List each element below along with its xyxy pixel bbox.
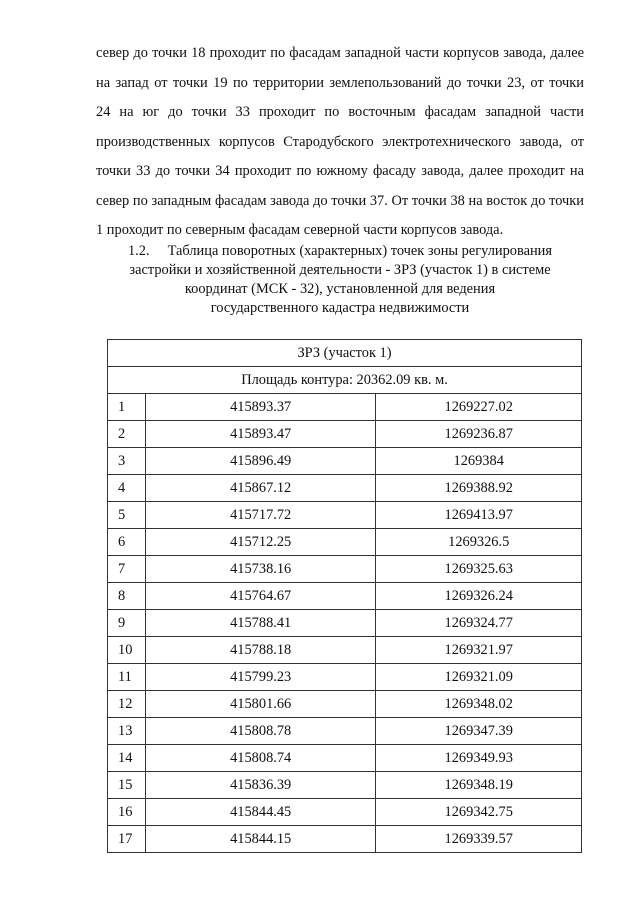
table-row [108, 502, 582, 529]
point-number-cell: 9 [108, 610, 146, 637]
x-coordinate-cell: 415788.18 [145, 637, 375, 664]
x-coordinate-cell: 415836.39 [145, 772, 375, 799]
table-row [108, 421, 582, 448]
coordinates-table [107, 339, 582, 853]
table-row [108, 610, 582, 637]
paragraph-line: север до точки 18 проходит по фасадам западной части корпусов завода, далее [96, 45, 584, 61]
x-coordinate-cell: 415893.47 [145, 421, 375, 448]
x-coordinate-cell: 415893.37 [145, 394, 375, 421]
y-coordinate-cell: 1269347.39 [376, 718, 582, 745]
point-number-cell: 1 [108, 394, 146, 421]
table-row [108, 799, 582, 826]
table-row [108, 583, 582, 610]
x-coordinate-cell: 415764.67 [145, 583, 375, 610]
x-coordinate-cell: 415867.12 [145, 475, 375, 502]
table-row [108, 529, 582, 556]
section-title-line: координат (МСК - 32), установленной для ведения [184, 281, 496, 297]
paragraph-line: производственных корпусов Стародубского электротехнического завода, от [96, 133, 584, 150]
point-number-cell: 3 [108, 448, 146, 475]
x-coordinate-cell: 415712.25 [145, 529, 375, 556]
point-number-cell: 4 [108, 475, 146, 502]
point-number-cell: 7 [108, 556, 146, 583]
y-coordinate-cell: 1269325.63 [376, 556, 582, 583]
table-row [108, 448, 582, 475]
table-row [108, 745, 582, 772]
section-title-line: застройки и хозяйственной деятельности - ЗРЗ (участок 1) в системе [129, 262, 551, 278]
point-number-cell: 8 [108, 583, 146, 610]
table-row [108, 772, 582, 799]
y-coordinate-cell: 1269321.97 [376, 637, 582, 664]
paragraph-line: на запад от точки 19 по территории землепользований до точки 23, от точки [96, 74, 584, 91]
table-row [108, 826, 582, 853]
x-coordinate-cell: 415717.72 [145, 502, 375, 529]
y-coordinate-cell: 1269413.97 [376, 502, 582, 529]
section-heading [100, 242, 580, 318]
area-row [108, 367, 582, 394]
zone-title-row [108, 340, 582, 367]
x-coordinate-cell: 415808.78 [145, 718, 375, 745]
point-number-cell: 15 [108, 772, 146, 799]
y-coordinate-cell: 1269342.75 [376, 799, 582, 826]
x-coordinate-cell: 415844.45 [145, 799, 375, 826]
table-row [108, 394, 582, 421]
y-coordinate-cell: 1269348.02 [376, 691, 582, 718]
x-coordinate-cell: 415801.66 [145, 691, 375, 718]
x-coordinate-cell: 415788.41 [145, 610, 375, 637]
paragraph-line: север по западным фасадам завода до точки 37. От точки 38 на восток до точки [96, 192, 584, 209]
paragraph-line: 1 проходит по северным фасадам северной части корпусов завода. [96, 222, 504, 238]
table-row [108, 475, 582, 502]
point-number-cell: 11 [108, 664, 146, 691]
x-coordinate-cell: 415844.15 [145, 826, 375, 853]
table-row [108, 691, 582, 718]
y-coordinate-cell: 1269388.92 [376, 475, 582, 502]
paragraph-line: 24 на юг до точки 33 проходит по восточным фасадам западной части [96, 104, 584, 120]
table-row [108, 637, 582, 664]
table-row [108, 556, 582, 583]
y-coordinate-cell: 1269349.93 [376, 745, 582, 772]
coordinates-table-body [108, 340, 582, 853]
point-number-cell: 2 [108, 421, 146, 448]
point-number-cell: 13 [108, 718, 146, 745]
x-coordinate-cell: 415808.74 [145, 745, 375, 772]
y-coordinate-cell: 1269339.57 [376, 826, 582, 853]
body-paragraph [96, 39, 584, 246]
section-number: 1.2. [127, 243, 150, 259]
x-coordinate-cell: 415896.49 [145, 448, 375, 475]
y-coordinate-cell: 1269227.02 [376, 394, 582, 421]
point-number-cell: 5 [108, 502, 146, 529]
point-number-cell: 6 [108, 529, 146, 556]
section-heading-line [100, 242, 580, 261]
y-coordinate-cell: 1269326.5 [376, 529, 582, 556]
x-coordinate-cell: 415799.23 [145, 664, 375, 691]
point-number-cell: 16 [108, 799, 146, 826]
paragraph-line: точки 33 до точки 34 проходит по южному фасаду завода, далее проходит на [96, 163, 584, 179]
point-number-cell: 12 [108, 691, 146, 718]
y-coordinate-cell: 1269348.19 [376, 772, 582, 799]
x-coordinate-cell: 415738.16 [145, 556, 375, 583]
zone-title-cell: ЗРЗ (участок 1) [108, 340, 582, 367]
point-number-cell: 17 [108, 826, 146, 853]
y-coordinate-cell: 1269236.87 [376, 421, 582, 448]
y-coordinate-cell: 1269321.09 [376, 664, 582, 691]
point-number-cell: 10 [108, 637, 146, 664]
area-cell: Площадь контура: 20362.09 кв. м. [108, 367, 582, 394]
section-title-line: Таблица поворотных (характерных) точек зоны регулирования [167, 243, 552, 259]
table-row [108, 664, 582, 691]
y-coordinate-cell: 1269384 [376, 448, 582, 475]
point-number-cell: 14 [108, 745, 146, 772]
section-title-line: государственного кадастра недвижимости [210, 300, 470, 316]
y-coordinate-cell: 1269326.24 [376, 583, 582, 610]
y-coordinate-cell: 1269324.77 [376, 610, 582, 637]
table-row [108, 718, 582, 745]
